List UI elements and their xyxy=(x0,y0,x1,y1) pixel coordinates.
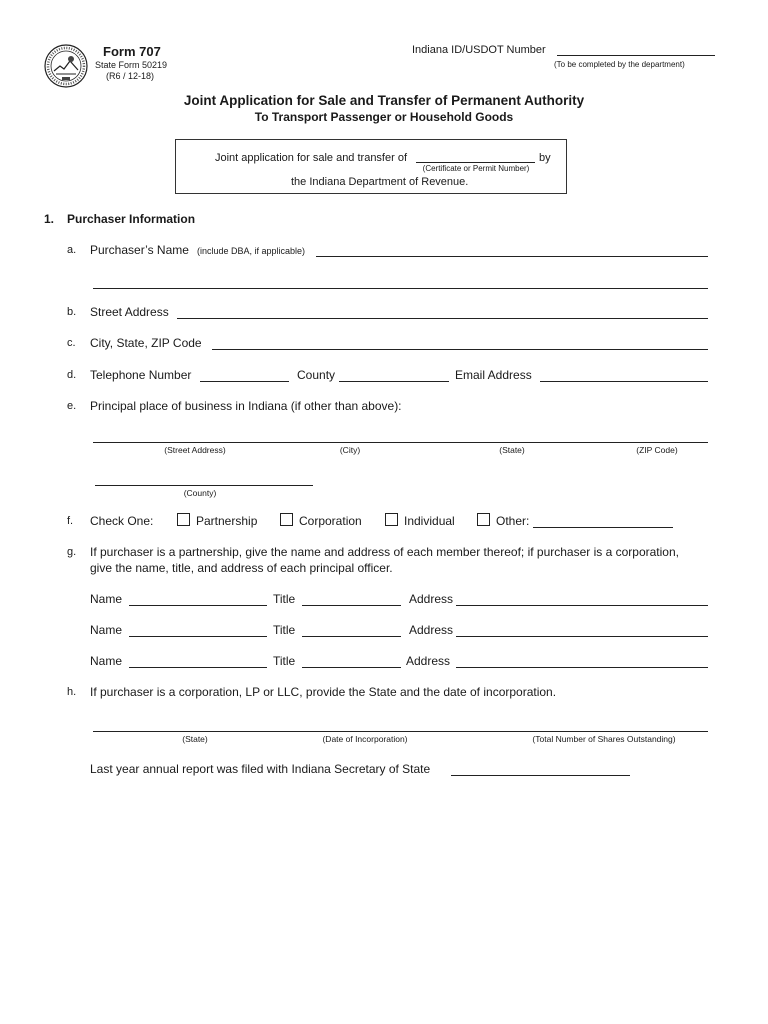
principal-place-label: Principal place of business in Indiana (if other than above): xyxy=(90,399,402,413)
caption-city: (City) xyxy=(339,445,361,455)
corporation-label: Corporation xyxy=(299,514,362,528)
individual-checkbox[interactable] xyxy=(385,513,398,526)
principal-place-field[interactable] xyxy=(93,442,708,443)
officer-address-label: Address xyxy=(409,592,454,606)
purchaser-name-hint: (include DBA, if applicable) xyxy=(197,246,306,256)
officer-address-label: Address xyxy=(409,623,454,637)
corporation-checkbox[interactable] xyxy=(280,513,293,526)
intro-line1-suffix: by xyxy=(539,152,551,164)
officer-title-label: Title xyxy=(273,623,296,637)
item-d-letter: d. xyxy=(67,369,77,381)
item-g-letter: g. xyxy=(67,546,77,558)
item-c-letter: c. xyxy=(67,337,76,349)
form-revision: (R6 / 12-18) xyxy=(106,71,155,81)
caption-street-address: (Street Address) xyxy=(164,445,226,455)
certificate-caption: (Certificate or Permit Number) xyxy=(422,164,530,173)
item-f-letter: f. xyxy=(67,515,74,527)
officer-title-label: Title xyxy=(273,592,296,606)
indiana-id-field[interactable] xyxy=(557,55,715,56)
other-label: Other: xyxy=(496,514,530,528)
telephone-label: Telephone Number xyxy=(90,368,192,382)
officer-address-label: Address xyxy=(406,654,451,668)
check-one-label: Check One: xyxy=(90,514,154,528)
item-e-letter: e. xyxy=(67,400,77,412)
annual-report-label: Last year annual report was filed with Indiana Secretary of State xyxy=(90,762,431,776)
item-b-letter: b. xyxy=(67,306,77,318)
indiana-id-label: Indiana ID/USDOT Number xyxy=(412,44,546,56)
county-label: County xyxy=(297,368,336,382)
other-checkbox[interactable] xyxy=(477,513,490,526)
annual-report-field[interactable] xyxy=(451,775,630,776)
city-state-zip-field[interactable] xyxy=(212,349,708,350)
officer-title-label: Title xyxy=(273,654,296,668)
item-h-text: If purchaser is a corporation, LP or LLC, provide the State and the date of incorporation. xyxy=(90,685,557,699)
officer-3-address-field[interactable] xyxy=(456,667,708,668)
officer-1-name-field[interactable] xyxy=(129,605,267,606)
partnership-label: Partnership xyxy=(196,514,258,528)
caption-zip-code: (ZIP Code) xyxy=(636,445,678,455)
item-g-text-line1: If purchaser is a partnership, give the name and address of each member thereof; if purchaser is a corporation, xyxy=(90,545,679,559)
form-title: Joint Application for Sale and Transfer of Permanent Authority xyxy=(183,93,585,108)
form-subtitle: To Transport Passenger or Household Goods xyxy=(254,110,514,124)
partnership-checkbox[interactable] xyxy=(177,513,190,526)
officer-name-label: Name xyxy=(90,654,123,668)
officer-3-title-field[interactable] xyxy=(302,667,401,668)
purchaser-name-field[interactable] xyxy=(316,256,708,257)
officer-1-address-field[interactable] xyxy=(456,605,708,606)
item-a-letter: a. xyxy=(67,244,77,256)
officer-name-label: Name xyxy=(90,623,123,637)
email-field[interactable] xyxy=(540,381,708,382)
intro-line1-prefix: Joint application for sale and transfer of xyxy=(215,152,408,164)
item-h-letter: h. xyxy=(67,686,77,698)
email-label: Email Address xyxy=(455,368,532,382)
street-address-label: Street Address xyxy=(90,305,169,319)
other-field[interactable] xyxy=(533,527,673,528)
officer-3-name-field[interactable] xyxy=(129,667,267,668)
section-number: 1. xyxy=(44,212,55,226)
state-seal-logo xyxy=(44,44,88,88)
section-title: Purchaser Information xyxy=(67,212,196,226)
individual-label: Individual xyxy=(404,514,455,528)
purchaser-name-field-2[interactable] xyxy=(93,288,708,289)
certificate-number-field[interactable] xyxy=(416,162,535,163)
officer-1-title-field[interactable] xyxy=(302,605,401,606)
officer-name-label: Name xyxy=(90,592,123,606)
caption-state: (State) xyxy=(499,445,525,455)
caption-total-shares: (Total Number of Shares Outstanding) xyxy=(532,734,676,744)
intro-line2: the Indiana Department of Revenue. xyxy=(291,176,469,188)
purchaser-name-label: Purchaser’s Name xyxy=(90,243,189,257)
state-form-number: State Form 50219 xyxy=(95,60,168,70)
city-state-zip-label: City, State, ZIP Code xyxy=(90,336,202,350)
indiana-id-note: (To be completed by the department) xyxy=(554,60,685,69)
telephone-field[interactable] xyxy=(200,381,289,382)
street-address-field[interactable] xyxy=(177,318,708,319)
item-g-text-line2: give the name, title, and address of each principal officer. xyxy=(90,561,393,575)
officer-2-title-field[interactable] xyxy=(302,636,401,637)
caption-incorporation-state: (State) xyxy=(182,734,208,744)
caption-date-of-incorporation: (Date of Incorporation) xyxy=(322,734,408,744)
officer-2-address-field[interactable] xyxy=(456,636,708,637)
incorporation-field[interactable] xyxy=(93,731,708,732)
county-field[interactable] xyxy=(339,381,449,382)
caption-county: (County) xyxy=(183,488,217,498)
principal-county-field[interactable] xyxy=(95,485,313,486)
officer-2-name-field[interactable] xyxy=(129,636,267,637)
form-number: Form 707 xyxy=(103,44,161,59)
